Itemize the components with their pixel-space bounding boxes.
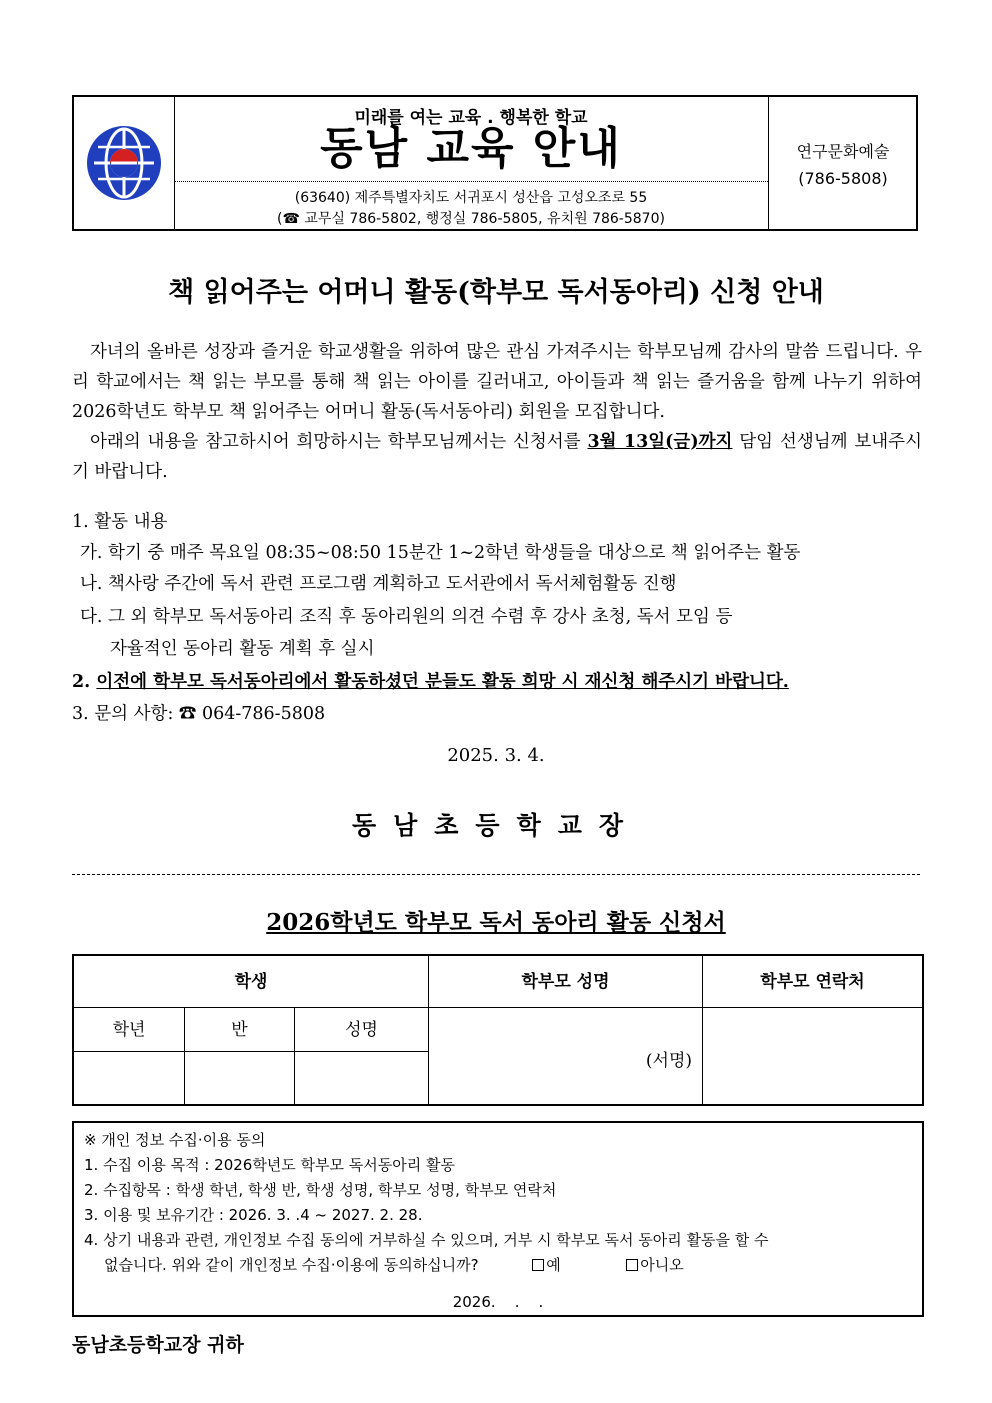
privacy-line-1: 1. 수집 이용 목적 : 2026학년도 학부모 독서동아리 활동 <box>84 1156 455 1174</box>
header-parent-name: 학부모 성명 <box>429 956 703 1008</box>
item-1-b: 나. 책사랑 주간에 독서 관련 프로그램 계획하고 도서관에서 독서체험활동 진행 <box>80 574 677 594</box>
department-name: 연구문화예술 <box>796 142 890 161</box>
department-cell <box>768 97 917 229</box>
application-form-table <box>72 954 924 1106</box>
form-title <box>0 904 992 937</box>
privacy-line-2: 2. 수집항목 : 학생 학년, 학생 반, 학생 성명, 학부모 성명, 학부모 연락처 <box>84 1181 557 1199</box>
consent-yes-option[interactable] <box>532 1256 561 1274</box>
addressee: 동남초등학교장 귀하 <box>72 1334 244 1356</box>
intro-paragraph-1: 자녀의 올바른 성장과 즐거운 학교생활을 위하여 많은 관심 가져주시는 학부모님께 감사의 말씀 드립니다. 우리 학교에서는 책 읽는 부모를 통해 책 읽는 아이를 길러내고, 아이들과 책 읽는 즐거움을 함께 나누기 위하여 2026학년도 학부모 책 읽어주는 어머니 활동(독서동아리) 회원을 모집합니다. <box>72 342 922 422</box>
deadline: 3월 13일(금)까지 <box>587 432 733 452</box>
subheader-name: 성명 <box>295 1008 429 1052</box>
item-1: 1. 활동 내용 <box>72 512 168 532</box>
item-1-c: 다. 그 외 학부모 독서동아리 조직 후 동아리원의 의견 수렴 후 강사 초청, 독서 모임 등 <box>80 607 733 627</box>
school-slogan: 미래를 여는 교육 . 행복한 학교 <box>354 108 588 128</box>
class-input-cell[interactable] <box>185 1052 295 1104</box>
form-title-text: 2026학년도 학부모 독서 동아리 활동 신청서 <box>266 909 726 936</box>
yes-checkbox[interactable] <box>532 1259 544 1271</box>
item-1-c-cont: 자율적인 동아리 활동 계획 후 실시 <box>110 639 375 659</box>
grade-input-cell[interactable] <box>74 1052 185 1104</box>
department-phone: (786-5808) <box>798 169 888 188</box>
item-1-a: 가. 학기 중 매주 목요일 08:35~08:50 15분간 1~2학년 학생들을 대상으로 책 읽어주는 활동 <box>80 543 801 563</box>
school-phones: (☎ 교무실 786-5802, 행정실 786-5805, 유치원 786-5870) <box>277 211 665 227</box>
principal-signature: 동남초등학교장 <box>351 811 641 840</box>
student-name-input-cell[interactable] <box>295 1052 429 1104</box>
school-logo-icon <box>84 123 164 203</box>
item-2-text: 이전에 학부모 독서동아리에서 활동하셨던 분들도 활동 희망 시 재신청 해주시기 바랍니다. <box>96 672 789 692</box>
consent-question: 없습니다. 위와 같이 개인정보 수집·이용에 동의하십니까? <box>104 1256 479 1274</box>
newsletter-brand: 동남 교육 안내 <box>320 123 622 174</box>
intro-text-before: 아래의 내용을 참고하시어 희망하시는 학부모님께서는 신청서를 <box>90 432 588 452</box>
header-divider <box>174 181 768 182</box>
privacy-line-3: 3. 이용 및 보유기간 : 2026. 3. .4 ~ 2027. 2. 28. <box>84 1206 423 1224</box>
consent-date: 2026. . . <box>452 1293 544 1311</box>
yes-label: 예 <box>546 1256 561 1274</box>
notice-date: 2025. 3. 4. <box>447 745 545 766</box>
document-title: 책 읽어주는 어머니 활동(학부모 독서동아리) 신청 안내 <box>168 277 824 308</box>
no-label: 아니오 <box>640 1256 684 1274</box>
no-checkbox[interactable] <box>626 1259 638 1271</box>
school-address: (63640) 제주특별자치도 서귀포시 성산읍 고성오조로 55 <box>294 190 648 206</box>
subheader-class: 반 <box>185 1008 295 1052</box>
item-2-number: 2. <box>72 672 97 692</box>
consent-no-option[interactable] <box>626 1256 683 1274</box>
header-parent-contact: 학부모 연락처 <box>703 956 922 1008</box>
privacy-line-5 <box>104 1254 684 1275</box>
letterhead <box>72 95 918 231</box>
privacy-heading: ※ 개인 정보 수집·이용 동의 <box>84 1131 266 1149</box>
cut-line <box>72 874 920 875</box>
intro-paragraph-2 <box>72 427 922 487</box>
intro-text-after: 담임 선생님께 보내주시기 바랍니다. <box>72 432 922 482</box>
logo-cell <box>74 97 175 229</box>
subheader-grade: 학년 <box>74 1008 185 1052</box>
parent-name-input-cell[interactable] <box>429 1008 703 1104</box>
item-3-contact: 3. 문의 사항: ☎ 064-786-5808 <box>72 704 326 724</box>
privacy-consent-box <box>72 1121 924 1317</box>
privacy-line-4: 4. 상기 내용과 관련, 개인정보 수집 동의에 거부하실 수 있으며, 거부 시 학부모 독서 동아리 활동을 할 수 <box>84 1231 769 1249</box>
signature-label: (서명) <box>645 1051 692 1071</box>
parent-contact-input-cell[interactable] <box>703 1008 922 1104</box>
item-2 <box>72 667 789 697</box>
header-student: 학생 <box>74 956 429 1008</box>
